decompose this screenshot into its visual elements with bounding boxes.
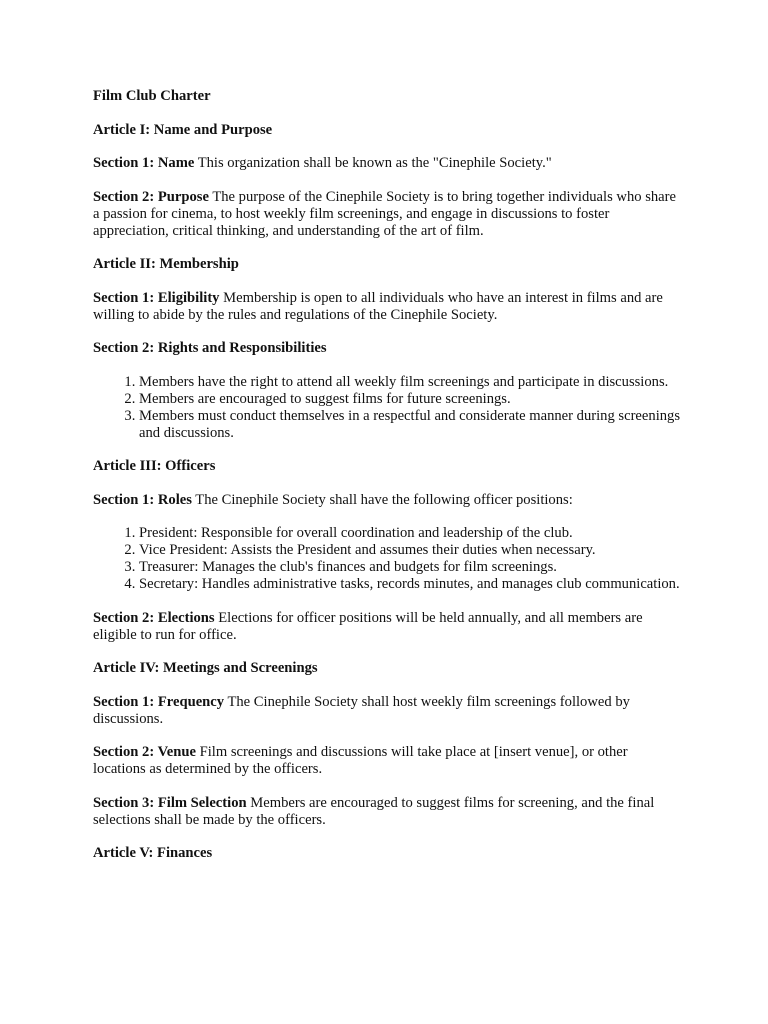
article-3-heading: Article III: Officers [93,458,216,474]
section-text: The purpose of the Cinephile Society is to bring together individuals who share a passion for cinema, to host weekly film screenings, and engage in discussions to foster appreciation, critical thinking, and understanding of the art of film. [93,188,676,239]
list-item: 3. Treasurer: Manages the club's finances and budgets for film screenings. [139,559,683,576]
section-label: Section 2: Purpose [93,188,209,205]
article-2-section-2 [93,340,683,357]
document-title: Film Club Charter [93,88,211,104]
section-label: Section 1: Frequency [93,693,225,710]
section-label: Section 1: Roles [93,491,192,508]
article-5-heading: Article V: Finances [93,845,213,861]
section-text: Membership is open to all individuals who have an interest in films and are willing to abide by the rules and regulations of the Cinephile Society. [93,289,663,323]
section-text: Film screenings and discussions will take place at [insert venue], or other locations as determined by the officers. [93,744,628,777]
article-4-section-1 [93,694,683,728]
section-label: Section 2: Elections [93,609,215,626]
section-label: Section 3: Film Selection [93,794,247,811]
rights-list [93,374,683,442]
section-text: The Cinephile Society shall host weekly film screenings followed by discussions. [93,693,630,727]
section-text: This organization shall be known as the "Cinephile Society." [194,155,552,171]
section-text: Elections for officer positions will be held annually, and all members are eligible to run for office. [93,609,643,643]
officer-list [93,525,683,593]
article-3-section-1 [93,492,683,509]
list-item: 3. Members must conduct themselves in a respectful and considerate manner during screenings and discussions. [139,408,683,442]
section-text: The Cinephile Society shall have the following officer positions: [191,491,573,508]
article-1-section-2 [93,189,683,240]
article-1-section-1 [93,155,683,172]
document-page [93,88,683,879]
article-4-section-2 [93,744,683,778]
article-1-heading: Article I: Name and Purpose [93,121,273,138]
section-label: Section 2: Rights and Responsibilities [93,340,327,356]
article-3-section-2 [93,610,683,644]
article-4-heading: Article IV: Meetings and Screenings [93,660,318,676]
section-label: Section 1: Name [93,155,195,171]
section-label: Section 2: Venue [93,744,196,760]
list-item: 4. Secretary: Handles administrative tasks, records minutes, and manages club communication. [139,576,683,593]
article-2-section-1 [93,290,683,324]
list-item: 1. Members have the right to attend all weekly film screenings and participate in discussions. [139,374,683,391]
list-item: 1. President: Responsible for overall coordination and leadership of the club. [139,525,683,542]
article-4-section-3 [93,795,683,829]
section-text: Members are encouraged to suggest films for screening, and the final selections shall be made by the officers. [93,794,655,828]
article-2-heading: Article II: Membership [93,256,239,272]
list-item: 2. Vice President: Assists the President and assumes their duties when necessary. [139,542,683,559]
section-label: Section 1: Eligibility [93,289,220,306]
list-item: 2. Members are encouraged to suggest films for future screenings. [139,391,683,408]
